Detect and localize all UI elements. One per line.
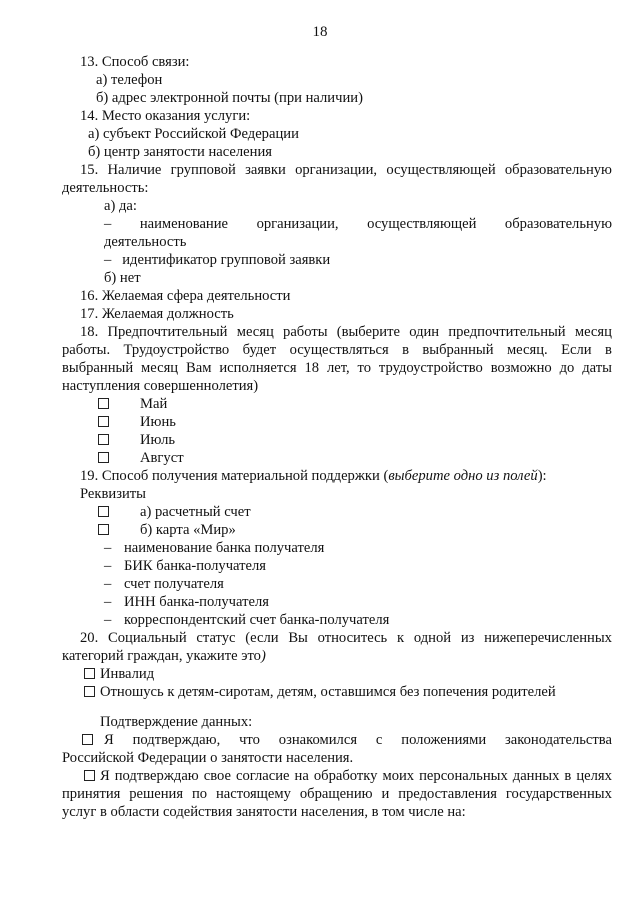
word: настоящему [216,786,291,802]
word: заявки [245,162,286,178]
word: свое [203,768,231,784]
word: Трудоустройство [123,342,230,358]
word: на [294,768,309,784]
checkbox[interactable] [84,668,95,679]
q20-option-disabled[interactable] [84,665,95,683]
confirm-1-line2: Российской Федерации о занятости населения. [62,750,354,766]
word: решения [129,786,184,802]
q15-yes: а) да: [104,198,137,214]
q18-option-may[interactable] [98,395,109,413]
confirm-2-line1 [100,767,612,785]
word: образовательную [504,162,612,178]
q19-option-mir[interactable] [98,521,109,539]
word: Вы [288,630,308,646]
word: выбранный [62,360,134,376]
word: выбранный [422,342,494,358]
q18-line4: наступления совершеннолетия) [62,378,259,394]
confirm-1-line1 [104,731,612,749]
word: трудоустройство [378,360,483,376]
word: месяц [141,360,179,376]
q18-line2 [62,341,612,359]
dash: – [104,594,112,610]
word: предоставления [398,786,497,802]
word: Если [561,342,592,358]
word: работы [283,324,328,340]
q19-field-bik: БИК банка-получателя [124,558,267,574]
q15-item1-line1 [104,215,612,233]
word: месяц. [506,342,548,358]
word: Наличие [107,162,162,178]
q14-title: 14. Место оказания услуги: [80,108,251,124]
dash: – [104,558,112,574]
checkbox[interactable] [98,398,109,409]
q20-option-orphans[interactable] [84,683,95,701]
word: организации, [256,216,339,232]
checkbox[interactable] [82,734,93,745]
word: обращению [299,786,373,802]
word: моих [382,768,415,784]
word: 20. [80,630,99,646]
q18-option-may-label: Май [140,396,168,412]
word: обработку [313,768,378,784]
word: Я [100,768,110,784]
word: (если [245,630,279,646]
dash: – [104,216,112,232]
word: что [239,732,260,748]
q18-option-july[interactable] [98,431,109,449]
word: Вам [186,360,212,376]
page-number: 18 [312,24,328,40]
word: согласие [235,768,290,784]
word: наименование [139,216,229,232]
q18-option-august[interactable] [98,449,109,467]
word: с [375,732,383,748]
checkbox[interactable] [98,416,109,427]
q18-line1 [80,323,612,341]
confirm-2-line2 [62,785,612,803]
word: месяц [574,324,612,340]
q19-title-end: ): [537,468,547,484]
word: (выберите [336,324,400,340]
checkbox[interactable] [84,770,95,781]
checkbox[interactable] [98,452,109,463]
word: данных [512,768,560,784]
word: в [402,342,409,358]
word: из [460,630,475,646]
q20-option-orphans-label: Отношусь к детям-сиротам, детям, оставшимся без попечения родителей [100,684,556,700]
q20-line2-end: ) [260,648,266,664]
q20-option-disabled-label: Инвалид [100,666,155,682]
word: к [396,630,405,646]
word: положениями [401,732,487,748]
word: целях [576,768,612,784]
q19-option-account[interactable] [98,503,109,521]
word: 15. [80,162,99,178]
word: один [409,324,440,340]
q15-title-line2: деятельность: [62,180,149,196]
q13-option-a: а) телефон [96,72,163,88]
q13-title: 13. Способ связи: [80,54,190,70]
word: государственных [505,786,612,802]
q18-option-july-label: Июль [140,432,176,448]
q20-line2 [62,647,266,665]
dash: – [104,576,112,592]
q19-requisites: Реквизиты [80,486,146,502]
q14-option-b: б) центр занятости населения [88,144,272,160]
word: лет, [326,360,350,376]
word: Я [104,732,114,748]
dash: – [104,612,112,628]
q17: 17. Желаемая должность [80,306,234,322]
word: Социальный [108,630,187,646]
word: нижеперечисленных [484,630,612,646]
q19-field-account: счет получателя [124,576,224,592]
word: до [559,360,575,376]
q18-option-august-label: Август [140,450,184,466]
q19-title-start: 19. Способ получения материальной поддержки ( [80,468,389,484]
word: организации, [295,162,378,178]
confirm-title: Подтверждение данных: [100,714,253,730]
q19-title [80,467,547,485]
word: 18 [304,360,320,376]
word: образовательную [504,216,612,232]
q15-no: б) нет [104,270,141,286]
word: одной [413,630,452,646]
word: ознакомился [278,732,358,748]
q15-item2: – идентификатор групповой заявки [104,252,331,268]
q18-option-june[interactable] [98,413,109,431]
word: подтверждаю, [132,732,221,748]
confirm-checkbox-1[interactable] [82,731,93,749]
word: осуществляться [289,342,389,358]
word: месяц [236,324,274,340]
q13-option-b: б) адрес электронной почты (при наличии) [96,90,363,106]
q19-field-inn: ИНН банка-получателя [124,594,269,610]
word: осуществляющей [367,216,477,232]
word: относитесь [317,630,388,646]
word: групповой [170,162,236,178]
word: статус [196,630,236,646]
confirm-2-line3: услуг в области содействия занятости населения, в том числе на: [62,804,466,820]
word: 18. [80,324,99,340]
q20-line2-text: категорий граждан, укажите это [62,648,261,664]
confirm-checkbox-2[interactable] [84,767,95,785]
word: осуществляющей [386,162,496,178]
q19-field-bank-name: наименование банка получателя [124,540,325,556]
q19-title-italic: выберите одно из полей [388,468,538,484]
dash: – [104,540,112,556]
q19-option-account-label: а) расчетный счет [140,504,251,520]
q18-option-june-label: Июнь [140,414,176,430]
word: работы. [62,342,111,358]
checkbox[interactable] [98,434,109,445]
word: даты [582,360,612,376]
word: будет [242,342,277,358]
word: Предпочтительный [107,324,228,340]
word: предпочтительный [448,324,566,340]
q19-option-mir-label: б) карта «Мир» [140,522,236,538]
q15-item1-line2: деятельность [104,234,187,250]
word: то [357,360,372,376]
word: возможно [490,360,552,376]
word: и [381,786,390,802]
q19-field-corr-account: корреспондентский счет банка-получателя [124,612,390,628]
word: в [564,768,572,784]
word: по [191,786,208,802]
q18-line3 [62,359,612,377]
word: подтверждаю [114,768,199,784]
word: в [604,342,612,358]
checkbox[interactable] [98,524,109,535]
q14-option-a: а) субъект Российской Федерации [88,126,299,142]
word: законодательства [505,732,612,748]
q15-title-line1 [80,161,612,179]
q16: 16. Желаемая сфера деятельности [80,288,291,304]
word: персональных [419,768,508,784]
word: принятия [62,786,121,802]
word: исполняется [219,360,297,376]
checkbox[interactable] [98,506,109,517]
checkbox[interactable] [84,686,95,697]
q20-line1 [80,629,612,647]
